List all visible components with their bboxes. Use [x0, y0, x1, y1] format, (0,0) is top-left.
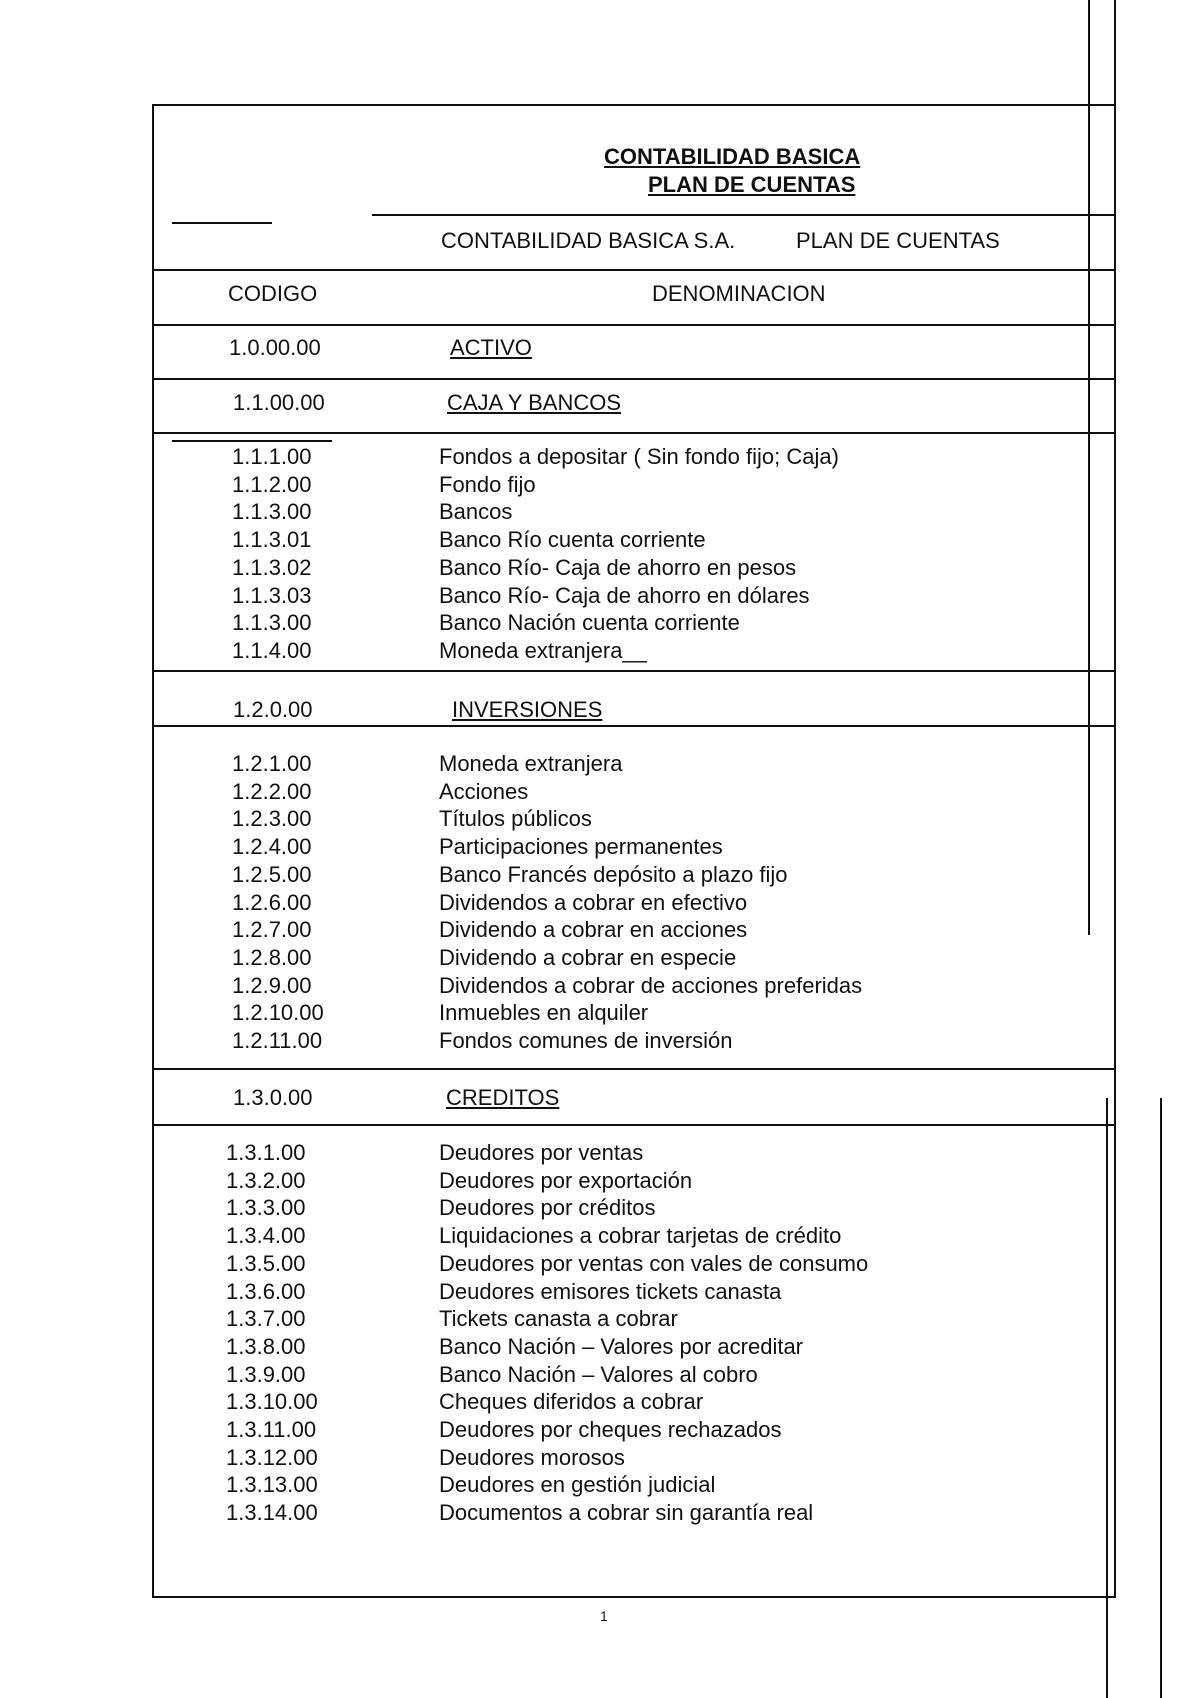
account-name: Banco Nación – Valores al cobro [439, 1361, 758, 1387]
account-name: Deudores morosos [439, 1444, 625, 1470]
list-item [152, 1445, 1116, 1473]
divider [152, 378, 1116, 380]
list-item [152, 583, 1116, 611]
account-name: Deudores emisores tickets canasta [439, 1278, 782, 1304]
account-code: 1.3.12.00 [226, 1444, 318, 1470]
list-item [152, 1223, 1116, 1251]
account-code: 1.2.7.00 [232, 917, 312, 943]
account-code: 1.3.1.00 [226, 1140, 306, 1165]
account-code: 1.2.2.00 [232, 778, 312, 804]
account-code: 1.2.11.00 [232, 1028, 323, 1053]
account-code: 1.2.8.00 [232, 944, 312, 970]
account-name: Banco Río- Caja de ahorro en pesos [439, 554, 797, 580]
header-name: DENOMINACION [652, 281, 826, 306]
account-name: Fondo fijo [439, 471, 536, 497]
account-code: 1.1.3.01 [232, 527, 312, 553]
company-name: CONTABILIDAD BASICA S.A. [441, 228, 736, 253]
account-code: 1.1.3.03 [232, 582, 312, 608]
account-code: 1.2.10.00 [232, 1000, 324, 1026]
list-item [152, 890, 1116, 918]
list-item [152, 917, 1116, 945]
account-name: Banco Nación – Valores por acreditar [439, 1333, 804, 1359]
list-item [152, 862, 1116, 890]
list-item [152, 1168, 1116, 1196]
account-code: 1.3.4.00 [226, 1223, 306, 1249]
account-name: Títulos públicos [439, 806, 592, 832]
section-code-inversiones: 1.2.0.00 [233, 697, 313, 722]
divider [152, 324, 1116, 326]
account-code: 1.2.6.00 [232, 889, 312, 915]
account-name: Deudores por ventas con vales de consumo [439, 1250, 869, 1276]
list-item [152, 444, 1116, 472]
list-item [152, 1140, 1116, 1168]
account-code: 1.2.5.00 [232, 861, 312, 887]
account-code: 1.3.14.00 [226, 1500, 318, 1526]
account-code: 1.3.13.00 [226, 1472, 318, 1498]
account-name: Inmuebles en alquiler [439, 1000, 649, 1026]
margin-line-4 [1160, 1098, 1162, 1698]
list-item [152, 1472, 1116, 1500]
account-name: Fondos a depositar ( Sin fondo fijo; Caja) [439, 444, 839, 469]
account-code: 1.1.3.00 [232, 499, 312, 525]
plan-label: PLAN DE CUENTAS [796, 228, 1000, 253]
divider [152, 725, 1116, 727]
list-item [152, 1279, 1116, 1307]
list-item [152, 1000, 1116, 1028]
account-name: Deudores en gestión judicial [439, 1472, 716, 1498]
account-name: Deudores por exportación [439, 1167, 693, 1193]
list-item [152, 945, 1116, 973]
account-code: 1.3.2.00 [226, 1167, 306, 1193]
account-code: 1.3.3.00 [226, 1195, 306, 1221]
list-item [152, 1389, 1116, 1417]
list-item [152, 751, 1116, 779]
list-item [152, 1417, 1116, 1445]
account-name: Dividendos a cobrar en efectivo [439, 889, 748, 915]
document-title: CONTABILIDAD BASICA [604, 144, 861, 169]
divider [172, 222, 272, 224]
list-item [152, 472, 1116, 500]
account-name: Banco Río- Caja de ahorro en dólares [439, 582, 810, 608]
section-name-caja: CAJA Y BANCOS [447, 390, 622, 415]
section-name-inversiones: INVERSIONES [452, 697, 603, 722]
account-code: 1.3.8.00 [226, 1333, 306, 1359]
account-name: Deudores por créditos [439, 1195, 656, 1221]
account-code: 1.2.9.00 [232, 972, 312, 998]
list-item [152, 1195, 1116, 1223]
account-name: Dividendos a cobrar de acciones preferidas [439, 972, 863, 998]
list-item [152, 973, 1116, 1001]
account-name: Participaciones permanentes [439, 834, 723, 860]
account-code: 1.1.3.00 [232, 610, 312, 636]
divider [152, 670, 1116, 672]
account-code: 1.1.4.00 [232, 637, 312, 663]
account-name: Cheques diferidos a cobrar [439, 1389, 704, 1415]
account-name: Moneda extranjera [439, 751, 623, 776]
section-code-activo: 1.0.00.00 [229, 335, 321, 360]
list-item [152, 610, 1116, 638]
account-name: Bancos [439, 499, 513, 525]
account-name: Banco Francés depósito a plazo fijo [439, 861, 788, 887]
section-code-caja: 1.1.00.00 [233, 390, 325, 415]
document-subtitle: PLAN DE CUENTAS [648, 172, 856, 197]
list-item [152, 834, 1116, 862]
account-code: 1.2.4.00 [232, 834, 312, 860]
account-name: Acciones [439, 778, 529, 804]
account-name: Deudores por cheques rechazados [439, 1417, 782, 1442]
account-code: 1.3.9.00 [226, 1361, 306, 1387]
account-code: 1.2.1.00 [232, 751, 312, 776]
account-name: Documentos a cobrar sin garantía real [439, 1500, 814, 1526]
list-item [152, 499, 1116, 527]
account-name: Dividendo a cobrar en acciones [439, 917, 748, 943]
list-item [152, 1028, 1116, 1056]
divider [152, 1068, 1116, 1070]
account-code: 1.1.3.02 [232, 554, 312, 580]
list-item [152, 555, 1116, 583]
divider [172, 440, 332, 442]
section-name-activo: ACTIVO [450, 335, 532, 360]
account-code: 1.3.11.00 [226, 1417, 317, 1442]
account-code: 1.3.7.00 [226, 1306, 306, 1332]
list-item [152, 1362, 1116, 1390]
list-item [152, 1500, 1116, 1528]
account-name: Banco Nación cuenta corriente [439, 610, 740, 636]
account-name: Fondos comunes de inversión [439, 1028, 733, 1053]
account-name: Moneda extranjera__ [439, 637, 647, 663]
divider [152, 432, 1116, 434]
divider [152, 269, 1116, 271]
list-item [152, 1334, 1116, 1362]
page-number: 1 [600, 1608, 608, 1624]
account-code: 1.1.2.00 [232, 471, 312, 497]
list-item [152, 779, 1116, 807]
account-name: Banco Río cuenta corriente [439, 527, 706, 553]
divider [152, 1124, 1116, 1126]
header-code: CODIGO [228, 281, 318, 306]
account-code: 1.1.1.00 [232, 444, 312, 469]
section-name-creditos: CREDITOS [446, 1085, 560, 1110]
list-item [152, 527, 1116, 555]
account-name: Dividendo a cobrar en especie [439, 944, 737, 970]
section-code-creditos: 1.3.0.00 [233, 1085, 313, 1110]
list-item [152, 638, 1116, 666]
account-code: 1.3.10.00 [226, 1389, 318, 1415]
account-name: Liquidaciones a cobrar tarjetas de crédito [439, 1223, 842, 1249]
account-name: Deudores por ventas [439, 1140, 644, 1165]
account-name: Tickets canasta a cobrar [439, 1306, 678, 1332]
account-code: 1.3.6.00 [226, 1278, 306, 1304]
account-code: 1.2.3.00 [232, 806, 312, 832]
divider [372, 214, 1116, 216]
list-item [152, 1306, 1116, 1334]
list-item [152, 1251, 1116, 1279]
account-code: 1.3.5.00 [226, 1250, 306, 1276]
list-item [152, 806, 1116, 834]
